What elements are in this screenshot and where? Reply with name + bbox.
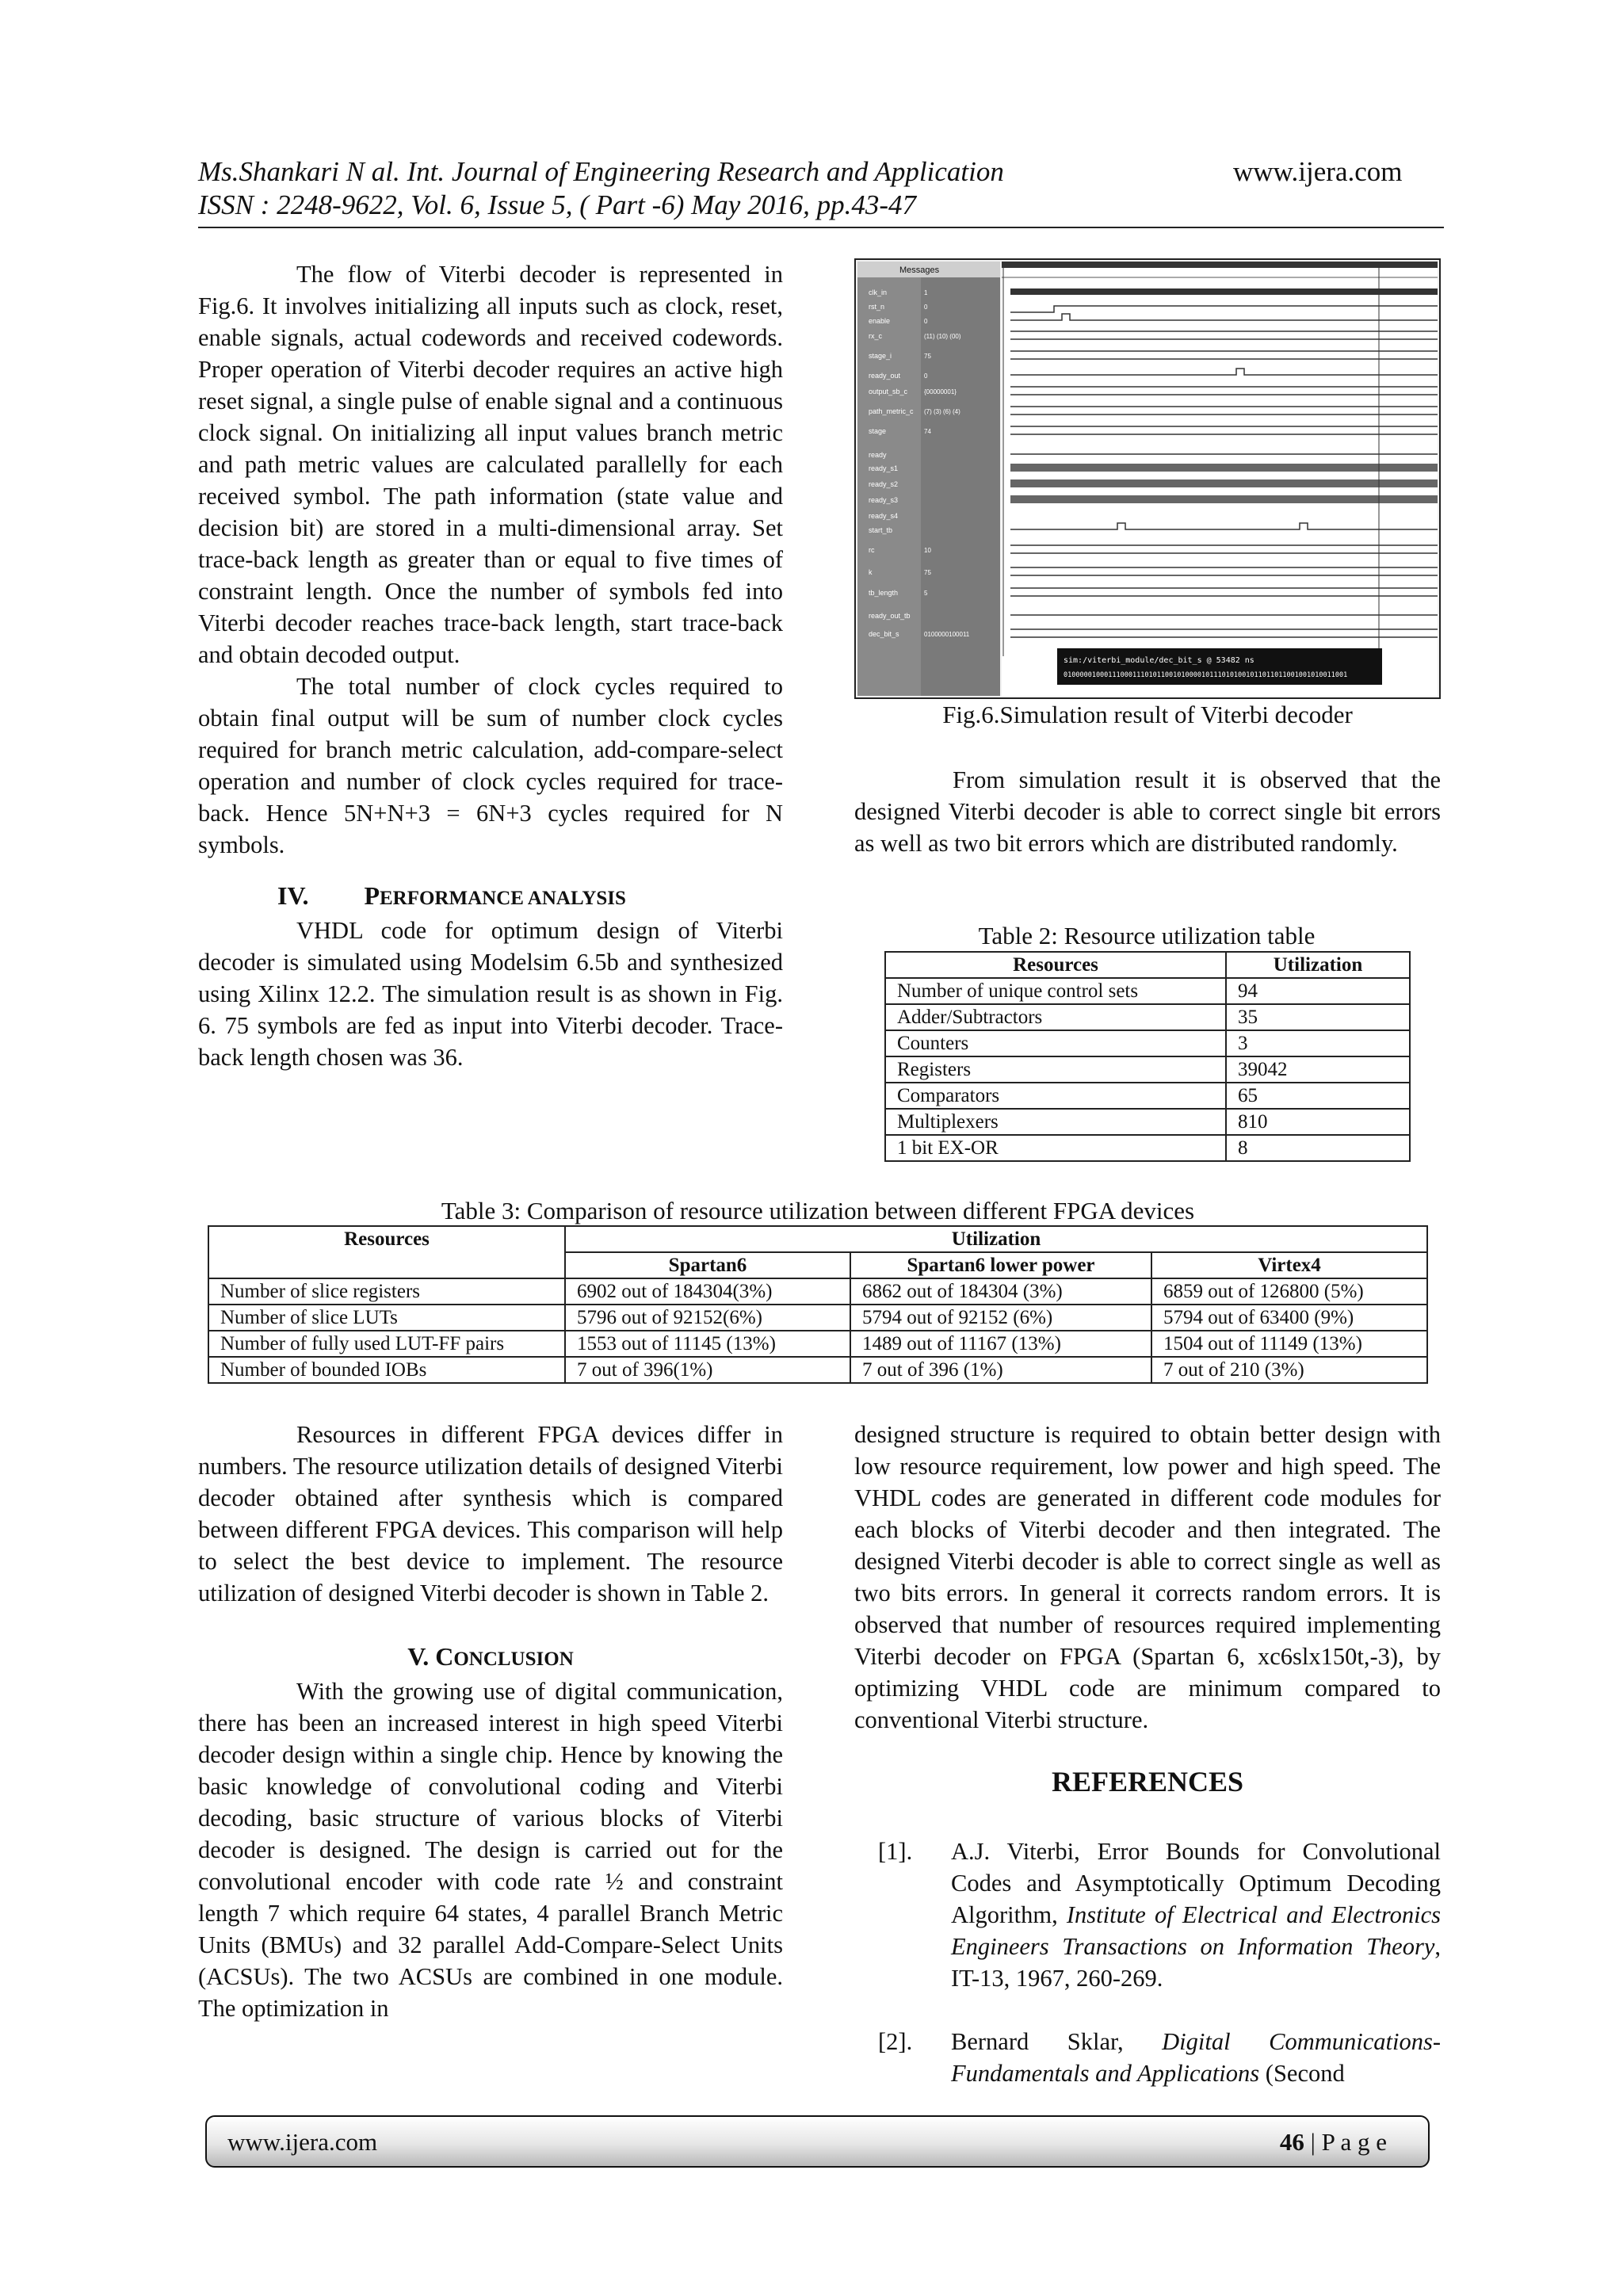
- table-row: [208, 1331, 1427, 1357]
- table3-cell: 7 out of 396 (1%): [850, 1357, 1151, 1383]
- table3-cell: 7 out of 396(1%): [565, 1357, 850, 1383]
- table3-cell: Number of slice LUTs: [208, 1305, 565, 1331]
- table2-cell: 3: [1226, 1030, 1410, 1056]
- tooltip-line2: 0100000100011100011101011001010000101110101001011011011001001010011001: [1064, 671, 1348, 679]
- table2-cell: 810: [1226, 1109, 1410, 1135]
- signal-name[interactable]: ready: [869, 451, 887, 459]
- table2-header-resources: Resources: [885, 952, 1226, 978]
- table2-cell: Counters: [885, 1030, 1226, 1056]
- table-row: [885, 978, 1410, 1004]
- table2-cell: Multiplexers: [885, 1109, 1226, 1135]
- signal-name[interactable]: ready_s3: [869, 496, 899, 504]
- paragraph-viterbi-flow: The flow of Viterbi decoder is represented in Fig.6. It involves initializing all inputs such as clock, reset, enable signals, actual codewords and received codewords. Proper operation of Viterbi decoder requires an active high reset signal, a single pulse of enable signal and a continuous clock signal. On initializing all input values branch metric and path metric values are calculated parallelly for each received symbol. The path information (state value and decision bit) are stored in a multi-dimensional array. Set trace-back length as greater than or equal to five times of constraint length. Once the number of symbols fed into Viterbi decoder reaches trace-back length, start trace-back and obtain decoded output.: [198, 261, 783, 668]
- table3-cell: 5794 out of 63400 (9%): [1151, 1305, 1427, 1331]
- paragraph-vhdl-simulation: VHDL code for optimum design of Viterbi decoder is simulated using Modelsim 6.5b and synthesized using Xilinx 12.2. The simulation result is as shown in Fig. 6. 75 symbols are fed as input into Viterbi decoder. Trace-back length chosen was 36.: [198, 917, 783, 1071]
- table3-header-device: Virtex4: [1151, 1252, 1427, 1278]
- table3-cell: 5794 out of 92152 (6%): [850, 1305, 1151, 1331]
- table3-cell: 1489 out of 11167 (13%): [850, 1331, 1151, 1357]
- table3-cell: 6862 out of 184304 (3%): [850, 1278, 1151, 1305]
- table2-cell: 8: [1226, 1135, 1410, 1161]
- messages-label: Messages: [899, 266, 940, 275]
- paragraph-simulation-observation: From simulation result it is observed that the designed Viterbi decoder is able to correct single bit errors as well as two bit errors which are distributed randomly.: [854, 766, 1441, 857]
- section-title-first: P: [364, 881, 380, 910]
- section-number: IV.: [277, 881, 309, 910]
- table3-caption: Table 3: Comparison of resource utilization between different FPGA devices: [441, 1197, 1195, 1224]
- paragraph-fpga-resources: Resources in different FPGA devices differ in numbers. The resource utilization details of designed Viterbi decoder obtained after synthesis which is compared between different FPGA devices. This comparison will help to select the best device to implement. The resource utilization of designed Viterbi decoder is shown in Table 2.: [198, 1421, 783, 1606]
- reference-1: [951, 1836, 1441, 1994]
- signal-name[interactable]: rst_n: [869, 303, 885, 311]
- table3-header-resources: Resources: [208, 1226, 565, 1278]
- signal-name[interactable]: ready_out_tb: [869, 612, 911, 620]
- footer-website[interactable]: www.ijera.com: [227, 2128, 378, 2156]
- table-row: [208, 1305, 1427, 1331]
- header-journal: Ms.Shankari N al. Int. Journal of Engineering Research and Application: [198, 156, 1004, 187]
- section-heading-performance: [198, 880, 783, 915]
- signal-name[interactable]: dec_bit_s: [869, 630, 899, 638]
- signal-name[interactable]: rc: [869, 546, 875, 554]
- header-website[interactable]: www.ijera.com: [1233, 156, 1403, 187]
- signal-value: 74: [924, 428, 931, 435]
- table2: [884, 951, 1411, 1162]
- references-heading: REFERENCES: [1051, 1766, 1244, 1797]
- signal-name[interactable]: k: [869, 568, 873, 576]
- table3-header-utilization: Utilization: [565, 1226, 1427, 1252]
- signal-value: 75: [924, 353, 931, 360]
- signal-name[interactable]: ready_s2: [869, 480, 899, 488]
- ref1-journal: Institute of Electrical and Electronics Engineers Transactions on Information Theory: [951, 1901, 1441, 1960]
- table3-cell: Number of slice registers: [208, 1278, 565, 1305]
- table3-cell: 1504 out of 11149 (13%): [1151, 1331, 1427, 1357]
- section-title-first: C: [435, 1642, 454, 1671]
- signal-value: {00000001}: [924, 388, 957, 395]
- table3-cell: 7 out of 210 (3%): [1151, 1357, 1427, 1383]
- table2-cell: 65: [1226, 1083, 1410, 1109]
- signal-name[interactable]: ready_s1: [869, 464, 899, 472]
- section-title-rest: ONCLUSION: [453, 1648, 574, 1670]
- left-column-bottom: [198, 1419, 783, 2024]
- table2-cell: Registers: [885, 1056, 1226, 1083]
- ref1-authors-title: A.J. Viterbi, Error Bounds for Convolutional Codes and Asymptotically Optimum Decoding Algorithm,: [951, 1838, 1441, 1928]
- section-number: V.: [407, 1642, 430, 1671]
- table2-cell: Adder/Subtractors: [885, 1004, 1226, 1030]
- ref2-book-title: Digital Communications-Fundamentals and Applications: [951, 2028, 1441, 2087]
- waveform-viewer: [856, 260, 1439, 697]
- table3-cell: Number of fully used LUT-FF pairs: [208, 1331, 565, 1357]
- table3-header-device: Spartan6: [565, 1252, 850, 1278]
- signal-value: 0: [924, 318, 928, 325]
- table3: [208, 1225, 1428, 1384]
- ref1-number: [1].: [878, 1838, 913, 1865]
- signal-value: 0: [924, 304, 928, 311]
- table-row: [885, 1004, 1410, 1030]
- table2-cell: Number of unique control sets: [885, 978, 1226, 1004]
- table-row: [885, 1109, 1410, 1135]
- signal-value: 10: [924, 547, 931, 554]
- signal-name[interactable]: start_tb: [869, 526, 893, 534]
- signal-value: (11) (10) (00): [924, 333, 961, 340]
- signal-name[interactable]: stage_i: [869, 352, 892, 360]
- section-heading-conclusion: [198, 1641, 783, 1675]
- table2-cell: 1 bit EX-OR: [885, 1135, 1226, 1161]
- right-column-top: [854, 764, 1441, 859]
- signal-name[interactable]: ready_out: [869, 372, 901, 380]
- table-row: [885, 1056, 1410, 1083]
- table3-cell: 6902 out of 184304(3%): [565, 1278, 850, 1305]
- paragraph-conclusion: With the growing use of digital communication, there has been an increased interest in high speed Viterbi decoder design within a single chip. Hence by knowing the basic knowledge of convolutional coding and Viterbi decoding, basic structure of various blocks of Viterbi decoder is designed. The design is carried out for the convolutional encoder with code rate ½ and constraint length 7 which require 64 states, 4 parallel Branch Metric Units (BMUs) and 32 parallel Add-Compare-Select Units (ACSUs). The two ACSUs are combined in one module. The optimization in: [198, 1678, 783, 2022]
- page-number: 46: [1279, 2128, 1304, 2156]
- ref2-details: (Second: [1259, 2060, 1345, 2087]
- right-column-bottom: [854, 1419, 1441, 1797]
- signal-name[interactable]: path_metric_c: [869, 407, 914, 415]
- paragraph-clock-cycles: The total number of clock cycles required to obtain final output will be sum of number clock cycles required for branch metric calculation, add-compare-select operation and number of clock cycles required for trace-back. Hence 5N+N+3 = 6N+3 cycles required for N symbols.: [198, 673, 783, 858]
- table-row: [885, 1083, 1410, 1109]
- signal-value: 5: [924, 590, 928, 597]
- reference-2: [951, 2026, 1441, 2089]
- table-row: [885, 1135, 1410, 1161]
- footer-page: [1280, 2128, 1387, 2157]
- table2-cell: 35: [1226, 1004, 1410, 1030]
- signal-value: 0100000100011: [924, 631, 970, 638]
- signal-name[interactable]: ready_s4: [869, 512, 899, 520]
- ref2-author: Bernard Sklar,: [951, 2028, 1163, 2055]
- signal-name[interactable]: clk_in: [869, 288, 888, 296]
- paragraph-conclusion-continued: designed structure is required to obtain better design with low resource requirement, low power and high speed. The VHDL codes are generated in different code modules for each blocks of Viterbi decoder and then integrated. The designed Viterbi decoder is able to correct single as well as two bits errors. In general it corrects random errors. It is observed that number of resources required implementing Viterbi decoder on FPGA (Spartan 6, xc6slx150t,-3), by optimizing VHDL code are minimum compared to conventional Viterbi structure.: [854, 1421, 1441, 1733]
- signal-value: 1: [924, 289, 928, 296]
- ref2-number: [2].: [878, 2028, 913, 2055]
- page-footer: [205, 2115, 1430, 2168]
- signal-name[interactable]: rx_c: [869, 332, 883, 340]
- tooltip-line1: sim:/viterbi_module/dec_bit_s @ 53482 ns: [1064, 656, 1254, 665]
- table2-caption: Table 2: Resource utilization table: [978, 922, 1316, 949]
- table3-cell: 1553 out of 11145 (13%): [565, 1331, 850, 1357]
- table-row: [208, 1357, 1427, 1383]
- table3-cell: 6859 out of 126800 (5%): [1151, 1278, 1427, 1305]
- table2-cell: 94: [1226, 978, 1410, 1004]
- signal-value: (7) (3) (6) (4): [924, 408, 960, 415]
- table2-cell: Comparators: [885, 1083, 1226, 1109]
- left-column-top: [198, 258, 783, 1073]
- table3-cell: Number of bounded IOBs: [208, 1357, 565, 1383]
- table3-header-device: Spartan6 lower power: [850, 1252, 1151, 1278]
- table-row: [208, 1278, 1427, 1305]
- figure-simulation: [854, 258, 1441, 699]
- signal-value: 75: [924, 569, 931, 576]
- signal-name[interactable]: enable: [869, 317, 891, 325]
- figure-caption: Fig.6.Simulation result of Viterbi decoder: [942, 701, 1353, 728]
- table2-header-utilization: Utilization: [1226, 952, 1410, 978]
- signal-name[interactable]: tb_length: [869, 589, 899, 597]
- table-row: [885, 1030, 1410, 1056]
- table3-cell: 5796 out of 92152(6%): [565, 1305, 850, 1331]
- page-label: | P a g e: [1304, 2128, 1387, 2156]
- ref1-details: , IT-13, 1967, 260-269.: [951, 1933, 1441, 1992]
- signal-value: 0: [924, 372, 928, 380]
- header-issn: ISSN : 2248-9622, Vol. 6, Issue 5, ( Part -6) May 2016, pp.43-47: [198, 189, 917, 220]
- header-rule: [198, 227, 1444, 228]
- signal-name[interactable]: stage: [869, 427, 887, 435]
- table2-cell: 39042: [1226, 1056, 1410, 1083]
- section-title-rest: ERFORMANCE ANALYSIS: [379, 888, 626, 909]
- signal-name[interactable]: output_sb_c: [869, 388, 908, 395]
